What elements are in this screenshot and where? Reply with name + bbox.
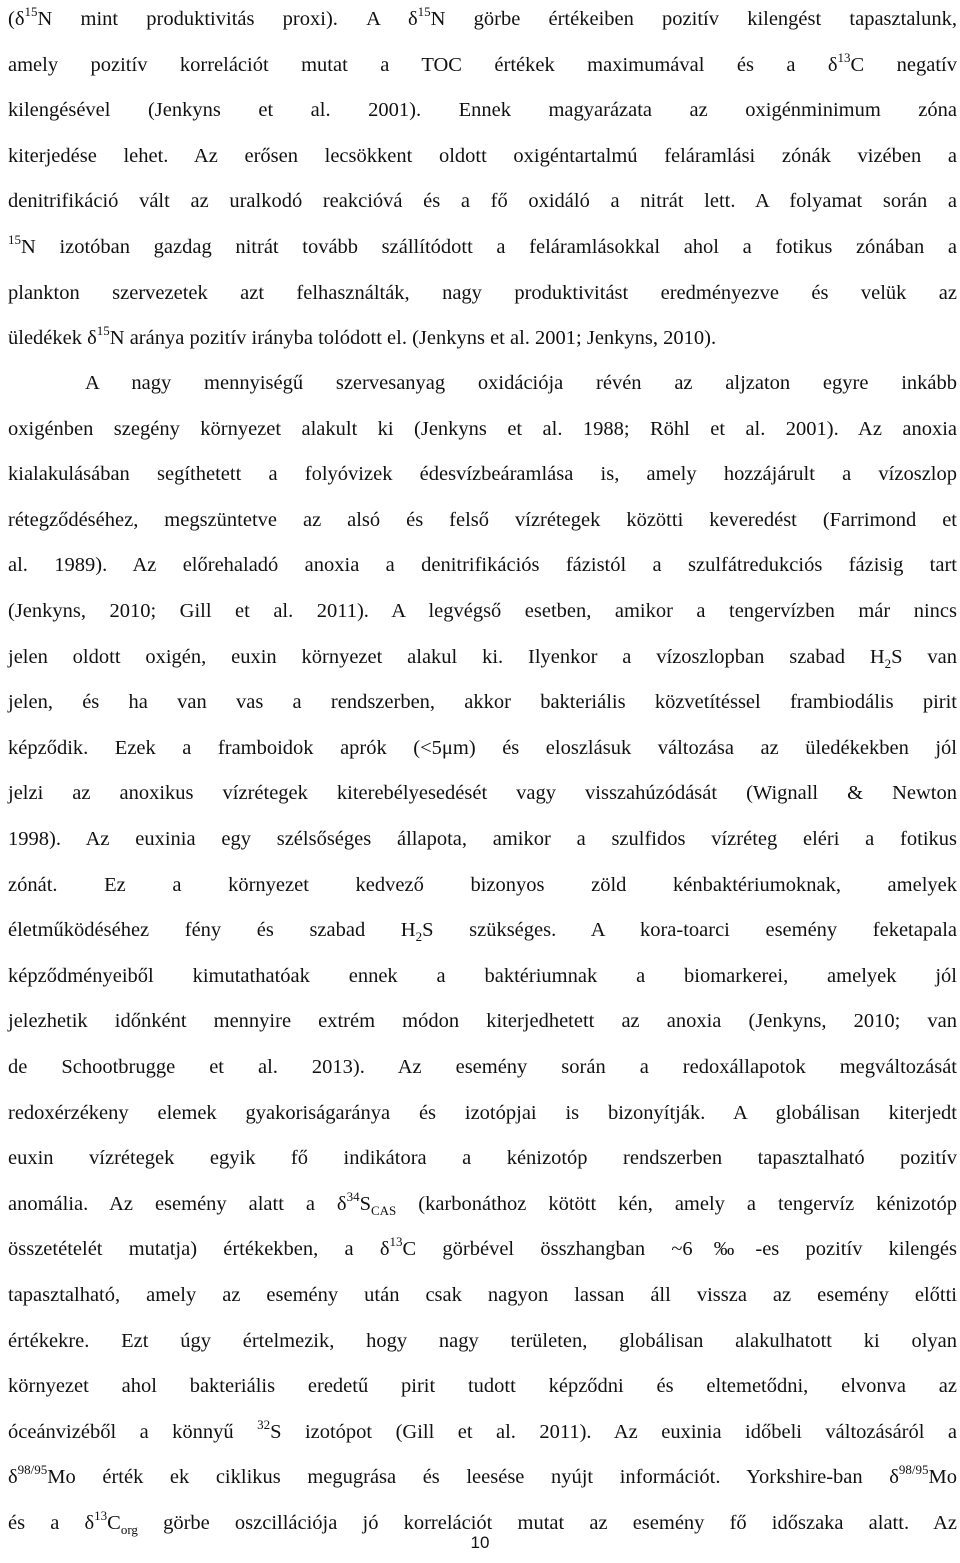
text-run: δ [8, 1466, 18, 1489]
text-run: Mo [928, 1466, 957, 1489]
text-run: S van [891, 645, 957, 668]
text-line [8, 95, 957, 125]
text-run: redoxérzékeny elemek gyakoriságaránya és izotópjai is bizonyítják. A globálisan kiterjedt [8, 1101, 957, 1124]
text-run: plankton szervezetek azt felhasználták, nagy produktivitást eredményezve és velük az [8, 281, 957, 304]
superscript: 98/95 [17, 1462, 48, 1478]
subscript: 2 [884, 655, 892, 671]
text-line [8, 414, 957, 444]
text-line [8, 642, 957, 672]
text-line [8, 687, 957, 717]
text-run: denitrifikáció vált az uralkodó reakcióvá és a fő oxidáló a nitrát lett. A folyamat során a [8, 190, 957, 213]
text-line [8, 232, 957, 262]
text-run: környezet ahol bakteriális eredetű pirit tudott képződni és eltemetődni, elvonva az [8, 1375, 957, 1398]
text-line [8, 1280, 957, 1310]
text-line [8, 505, 957, 535]
text-line [8, 1371, 957, 1401]
superscript: 13 [837, 49, 851, 65]
text-run: N aránya pozitív irányba tolódott el. (Jenkyns et al. 2001; Jenkyns, 2010). [109, 327, 717, 350]
text-run: kialakulásában segíthetett a folyóvizek édesvízbeáramlása is, amely hozzájárult a vízoszlop [8, 463, 957, 486]
text-run: de Schootbrugge et al. 2013). Az esemény során a redoxállapotok megváltozását [8, 1056, 957, 1078]
text-line [8, 596, 957, 626]
text-run: jelen oldott oxigén, euxin környezet alakul ki. Ilyenkor a vízoszlopban szabad H [8, 645, 885, 668]
superscript: 32 [257, 1416, 271, 1432]
text-line [8, 1462, 957, 1492]
superscript: 13 [94, 1508, 108, 1523]
text-run: rétegződéséhez, megszüntetve az alsó és felső vízrétegek közötti keveredést (Farrimond et [8, 508, 957, 531]
subscript: org [120, 1522, 138, 1537]
text-run: tapasztalható, amely az esemény után csak nagyon lassan áll vissza az esemény előtti [8, 1284, 957, 1306]
text-line [8, 961, 957, 991]
text-run: üledékek δ [8, 327, 97, 350]
text-run: S izotópot (Gill et al. 2011). Az euxinia időbeli változásáról a [270, 1420, 957, 1443]
text-line [8, 186, 957, 216]
text-run: értékekre. Ezt úgy értelmezik, hogy nagy területen, globálisan alakulhatott ki olyan [8, 1329, 957, 1352]
superscript: 15 [96, 323, 110, 339]
text-run: (δ [8, 8, 25, 30]
text-line [8, 824, 957, 854]
text-line [8, 4, 957, 34]
superscript: 13 [389, 1234, 403, 1250]
text-run: oxigénben szegény környezet alakult ki (Jenkyns et al. 1988; Röhl et al. 2001). Az anoxia [8, 417, 957, 440]
text-line [8, 1052, 957, 1082]
text-line [8, 141, 957, 171]
text-run: jelezhetik időnként mennyire extrém módon kiterjedhetett az anoxia (Jenkyns, 2010; van [8, 1010, 957, 1033]
text-line [8, 1098, 957, 1128]
text-line [8, 915, 957, 945]
text-run: S szükséges. A kora-toarci esemény feketapala [422, 919, 957, 942]
text-line [8, 1189, 957, 1219]
text-run: N mint produktivitás proxi). A δ [37, 8, 418, 30]
text-run: kiterjedése lehet. Az erősen lecsökkent oldott oxigéntartalmú feláramlási zónák vizében a [8, 144, 957, 167]
text-line [8, 368, 957, 398]
text-run: és a δ [8, 1512, 95, 1534]
text-run: Mo érték ek ciklikus megugrása és leesése nyújt információt. Yorkshire-ban δ [47, 1466, 899, 1489]
text-line [8, 1006, 957, 1036]
text-run: jelzi az anoxikus vízrétegek kiterebélyesedését vagy visszahúzódását (Wignall & Newton [8, 782, 957, 805]
text-run: görbe oszcillációja jó korrelációt mutat az esemény fő időszaka alatt. Az [137, 1512, 957, 1534]
text-run: C görbével összhangban ~6‰-es pozitív kilengés [402, 1238, 957, 1261]
text-run: euxin vízrétegek egyik fő indikátora a kénizotóp rendszerben tapasztalható pozitív [8, 1147, 957, 1170]
text-run: életműködéséhez fény és szabad H [8, 919, 416, 942]
text-line [8, 778, 957, 808]
text-line [8, 733, 957, 763]
subscript: CAS [371, 1202, 397, 1218]
superscript: 15 [417, 4, 431, 19]
text-run: A nagy mennyiségű szervesanyag oxidációja révén az aljzaton egyre inkább [85, 372, 957, 394]
text-run: zónát. Ez a környezet kedvező bizonyos zöld kénbaktériumoknak, amelyek [8, 873, 957, 896]
text-run: jelen, és ha van vas a rendszerben, akkor bakteriális közvetítéssel frambiodális pirit [8, 691, 957, 714]
text-line [8, 1326, 957, 1356]
text-run: képződményeiből kimutathatóak ennek a baktériumnak a biomarkerei, amelyek jól [8, 964, 957, 987]
text-line [8, 1234, 957, 1264]
text-line [8, 550, 957, 580]
text-run: anomália. Az esemény alatt a δ [8, 1192, 347, 1215]
text-run: N görbe értékeiben pozitív kilengést tapasztalunk, [430, 8, 957, 30]
text-line [8, 278, 957, 308]
text-run: amely pozitív korrelációt mutat a TOC értékek maximumával és a δ [8, 53, 838, 76]
page-number: 10 [470, 1533, 490, 1552]
text-line [8, 459, 957, 489]
text-run: C negatív [850, 53, 957, 76]
superscript: 15 [24, 4, 38, 19]
text-line [8, 50, 957, 80]
text-run: (Jenkyns, 2010; Gill et al. 2011). A legvégső esetben, amikor a tengervízben már nincs [8, 600, 957, 622]
text-line [8, 1143, 957, 1173]
text-run: S [359, 1192, 371, 1215]
text-line [8, 1417, 957, 1447]
text-run: 1998). Az euxinia egy szélsőséges állapota, amikor a szulfidos vízréteg eléri a fotikus [8, 828, 957, 850]
text-run: (karbonáthoz kötött kén, amely a tengervíz kénizotóp [396, 1192, 958, 1215]
superscript: 98/95 [898, 1462, 929, 1478]
text-run: N izotóban gazdag nitrát tovább szállítódott a feláramlásokkal ahol a fotikus zónában a [21, 236, 957, 258]
superscript: 15 [8, 232, 21, 247]
text-line [8, 323, 957, 353]
text-line [8, 870, 957, 900]
text-run: C [107, 1512, 121, 1534]
text-run: kilengésével (Jenkyns et al. 2001). Ennek magyarázata az oxigénminimum zóna [8, 99, 957, 122]
text-run: képződik. Ezek a framboidok aprók (<5μm) és eloszlásuk változása az üledékekben jól [8, 736, 957, 759]
text-run: óceánvizéből a könnyű [8, 1420, 258, 1443]
subscript: 2 [415, 929, 423, 945]
text-run: összetételét mutatja) értékekben, a δ [8, 1238, 390, 1261]
text-run: al. 1989). Az előrehaladó anoxia a denitrifikációs fázistól a szulfátredukciós fázisig tart [8, 554, 957, 577]
superscript: 34 [346, 1188, 360, 1204]
